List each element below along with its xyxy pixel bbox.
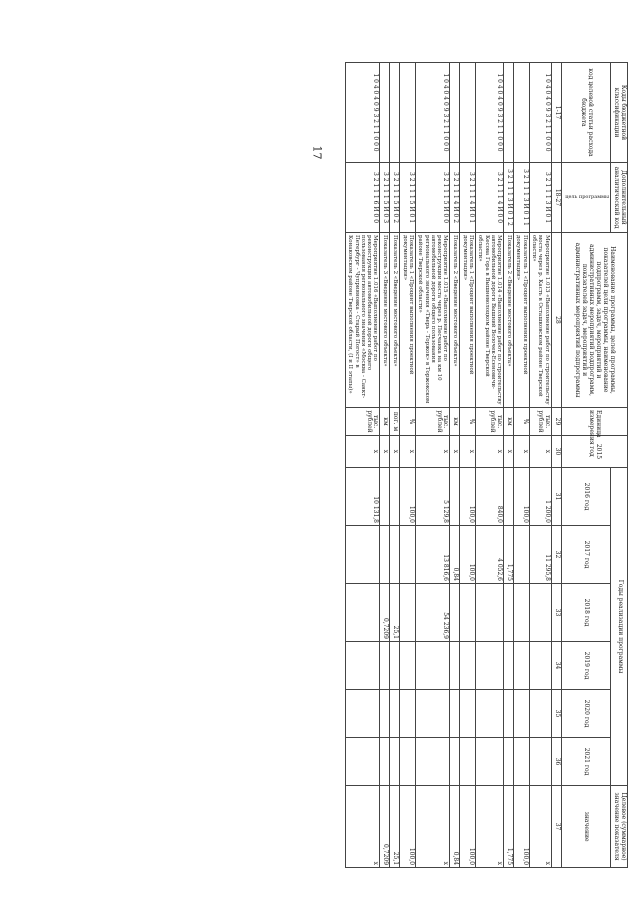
colnum: 30 bbox=[551, 436, 561, 468]
cell-v2021 bbox=[460, 738, 476, 786]
cell-name: Показатель 2 «Введение мостового объекта» bbox=[390, 233, 400, 408]
cell-v2016: 5 129,8 bbox=[415, 468, 450, 526]
cell-name: Мероприятие 1.016 «Выполнение работ по реконструкции автомобильной дороги общего пользования регионального значения «Москва - Санкт-Петербург - Чуприяновка - Старый Погост» в Конаковском районе Тверской области, (I и II этапы)» bbox=[345, 233, 380, 408]
cell-name: Показатель 2 «Введение мостового объекта» bbox=[504, 233, 514, 408]
cell-v2016: 840,0 bbox=[475, 468, 503, 526]
cell-name: Мероприятие 1.015 «Выполнение работ по реконструкции моста через р. Песчанка на км 10 автомобильной дороги общего пользования регионального значения «Тверь - Торжок» в Торжокском районе Тверской области» bbox=[415, 233, 450, 408]
cell-codes bbox=[504, 63, 514, 163]
cell-base: х bbox=[380, 436, 390, 468]
header-base-year: 2015 год bbox=[561, 436, 627, 468]
cell-v2017: 4 052,6 bbox=[475, 526, 503, 584]
cell-an: 3 2 1 1 1 3 И 0 1 bbox=[529, 163, 551, 233]
cell-v2016 bbox=[504, 468, 514, 526]
cell-v2019 bbox=[504, 642, 514, 690]
cell-unit: % bbox=[400, 408, 416, 436]
cell-v2020 bbox=[380, 690, 390, 738]
cell-v2020 bbox=[400, 690, 416, 738]
cell-v2017: 100,0 bbox=[460, 526, 476, 584]
cell-an: 3 2 1 1 1 5 И 0 2 bbox=[390, 163, 400, 233]
cell-target: 25,1 bbox=[390, 786, 400, 868]
colnum: 34 bbox=[551, 642, 561, 690]
cell-v2016 bbox=[450, 468, 460, 526]
cell-v2019 bbox=[400, 642, 416, 690]
cell-v2017 bbox=[345, 526, 380, 584]
cell-v2020 bbox=[415, 690, 450, 738]
cell-name: Мероприятие 1.014 «Выполнение работ по строительству автомобильной дороги Вышний Волочек-Есеновичи-Кесова Гора в Вышневолоцком районе Тверской области» bbox=[475, 233, 503, 408]
cell-name: Показатель 3 «Введение мостового объекта» bbox=[380, 233, 390, 408]
document-sheet bbox=[95, 62, 628, 867]
cell-v2020 bbox=[514, 690, 530, 738]
cell-unit: км bbox=[380, 408, 390, 436]
cell-v2020 bbox=[390, 690, 400, 738]
cell-v2020 bbox=[460, 690, 476, 738]
cell-target: х bbox=[475, 786, 503, 868]
cell-v2017 bbox=[514, 526, 530, 584]
cell-an: 3 2 1 1 1 3 И 0 1 1 bbox=[514, 163, 530, 233]
colnum: 37 bbox=[551, 786, 561, 868]
header-target: Целевое (суммарное) значение показателя bbox=[611, 786, 628, 868]
header-target-value: значение bbox=[561, 786, 611, 868]
colnum: 36 bbox=[551, 738, 561, 786]
cell-unit: пог. м bbox=[390, 408, 400, 436]
table-row bbox=[415, 63, 450, 868]
colnum: 32 bbox=[551, 526, 561, 584]
cell-an: 3 2 1 1 1 5 И 0 3 bbox=[380, 163, 390, 233]
cell-codes bbox=[514, 63, 530, 163]
cell-v2016 bbox=[390, 468, 400, 526]
header-name: Наименование программы, целей программы, показателей цели программы, наименование подпрограмм, задач, мероприятий и административных мероприятий подпрограмм, показателей задач, мероприятий и административных мероприятий подпрограммы bbox=[561, 233, 627, 408]
cell-v2019 bbox=[450, 642, 460, 690]
program-table bbox=[345, 62, 628, 868]
cell-v2017: 13 816,6 bbox=[415, 526, 450, 584]
cell-v2018 bbox=[475, 584, 503, 642]
cell-unit: км bbox=[504, 408, 514, 436]
cell-codes bbox=[380, 63, 390, 163]
cell-base: х bbox=[529, 436, 551, 468]
cell-target: 0,7209 bbox=[380, 786, 390, 868]
cell-unit: % bbox=[514, 408, 530, 436]
cell-v2021 bbox=[504, 738, 514, 786]
cell-v2019 bbox=[345, 642, 380, 690]
table-row bbox=[345, 63, 380, 868]
cell-target: 0,84 bbox=[450, 786, 460, 868]
cell-v2018: 25,1 bbox=[390, 584, 400, 642]
colnum: 28 bbox=[551, 233, 561, 408]
cell-v2020 bbox=[529, 690, 551, 738]
cell-name: Показатель 1 «Процент выполнения проектной документации» bbox=[514, 233, 530, 408]
header-year-2016: 2016 год bbox=[561, 468, 611, 526]
cell-target: х bbox=[345, 786, 380, 868]
colnum: 1-17 bbox=[551, 63, 561, 163]
table-row bbox=[390, 63, 400, 868]
cell-v2018: 54 236,9 bbox=[415, 584, 450, 642]
cell-an: 3 2 1 1 1 5 И 0 1 bbox=[400, 163, 416, 233]
cell-base: х bbox=[345, 436, 380, 468]
cell-v2017: 11 295,8 bbox=[529, 526, 551, 584]
cell-v2021 bbox=[475, 738, 503, 786]
table-row bbox=[400, 63, 416, 868]
header-year-2018: 2018 год bbox=[561, 584, 611, 642]
cell-base: х bbox=[475, 436, 503, 468]
header-unit: Единица измерения bbox=[561, 408, 627, 436]
cell-v2019 bbox=[460, 642, 476, 690]
cell-v2016: 100,0 bbox=[400, 468, 416, 526]
cell-base: х bbox=[415, 436, 450, 468]
table-row bbox=[504, 63, 514, 868]
cell-base: х bbox=[514, 436, 530, 468]
cell-an: 3 2 1 1 1 4 И 0 0 bbox=[475, 163, 503, 233]
header-budget-codes: Коды бюджетной классификации bbox=[611, 63, 628, 163]
table-row bbox=[380, 63, 390, 868]
cell-v2017: 0,84 bbox=[450, 526, 460, 584]
cell-target: 100,0 bbox=[514, 786, 530, 868]
cell-codes: 1 0 4 0 4 0 9 3 2 1 1 0 0 0 bbox=[415, 63, 450, 163]
header-year-2020: 2020 год bbox=[561, 690, 611, 738]
cell-v2018: 0,7209 bbox=[380, 584, 390, 642]
cell-v2017: 1,775 bbox=[504, 526, 514, 584]
cell-v2016: 100,0 bbox=[460, 468, 476, 526]
cell-v2017 bbox=[390, 526, 400, 584]
colnum: 35 bbox=[551, 690, 561, 738]
cell-v2016 bbox=[380, 468, 390, 526]
cell-v2020 bbox=[475, 690, 503, 738]
cell-target: х bbox=[529, 786, 551, 868]
cell-target: 100,0 bbox=[460, 786, 476, 868]
cell-v2019 bbox=[390, 642, 400, 690]
cell-base: х bbox=[450, 436, 460, 468]
colnum: 18-27 bbox=[551, 163, 561, 233]
cell-v2019 bbox=[475, 642, 503, 690]
cell-codes bbox=[390, 63, 400, 163]
table-row bbox=[450, 63, 460, 868]
cell-v2016: 1 200,0 bbox=[529, 468, 551, 526]
page-number: 17 bbox=[310, 145, 324, 160]
header-year-2017: 2017 год bbox=[561, 526, 611, 584]
cell-name: Мероприятие 1.013 «Выполнение работ по строительству моста через р. Касть в Осташковском районе Тверской области» bbox=[529, 233, 551, 408]
cell-v2021 bbox=[345, 738, 380, 786]
cell-base: х bbox=[400, 436, 416, 468]
cell-target: 100,0 bbox=[400, 786, 416, 868]
cell-v2021 bbox=[450, 738, 460, 786]
header-analytic-codes: Дополнительный аналитический код bbox=[611, 163, 628, 233]
cell-v2019 bbox=[380, 642, 390, 690]
cell-name: Показатель 2 «Введение мостового объекта» bbox=[450, 233, 460, 408]
cell-an: 3 2 1 1 1 6 И 0 0 bbox=[345, 163, 380, 233]
cell-v2021 bbox=[415, 738, 450, 786]
cell-v2018 bbox=[504, 584, 514, 642]
cell-v2020 bbox=[345, 690, 380, 738]
cell-v2016: 10 131,8 bbox=[345, 468, 380, 526]
header-analytic-sub: цель программы bbox=[561, 163, 611, 233]
cell-unit: тыс. рублей bbox=[529, 408, 551, 436]
rotated-page bbox=[95, 62, 628, 867]
cell-unit: тыс. рублей bbox=[345, 408, 380, 436]
cell-v2021 bbox=[514, 738, 530, 786]
cell-codes: 1 0 4 0 4 0 9 3 2 1 1 0 0 0 bbox=[529, 63, 551, 163]
header-periods: Годы реализации программы bbox=[611, 468, 628, 786]
table-row bbox=[460, 63, 476, 868]
cell-v2017 bbox=[380, 526, 390, 584]
cell-v2017 bbox=[400, 526, 416, 584]
cell-v2018 bbox=[460, 584, 476, 642]
cell-codes bbox=[400, 63, 416, 163]
table-row bbox=[529, 63, 551, 868]
cell-codes bbox=[460, 63, 476, 163]
cell-v2021 bbox=[380, 738, 390, 786]
cell-unit: км bbox=[450, 408, 460, 436]
cell-v2021 bbox=[390, 738, 400, 786]
cell-v2018 bbox=[400, 584, 416, 642]
colnum: 29 bbox=[551, 408, 561, 436]
cell-target: х bbox=[415, 786, 450, 868]
cell-v2018 bbox=[345, 584, 380, 642]
cell-name: Показатель 1 «Процент выполнения проектной документации» bbox=[400, 233, 416, 408]
cell-v2020 bbox=[450, 690, 460, 738]
cell-base: х bbox=[390, 436, 400, 468]
colnum: 33 bbox=[551, 584, 561, 642]
header-year-2021: 2021 год bbox=[561, 738, 611, 786]
header-year-2019: 2019 год bbox=[561, 642, 611, 690]
cell-base: х bbox=[460, 436, 476, 468]
cell-an: 3 2 1 1 1 4 И 0 2 bbox=[450, 163, 460, 233]
header-budget-sub: код целевой статьи расхода бюджета bbox=[561, 63, 611, 163]
table-row bbox=[514, 63, 530, 868]
cell-v2019 bbox=[529, 642, 551, 690]
cell-unit: тыс. рублей bbox=[415, 408, 450, 436]
cell-v2018 bbox=[529, 584, 551, 642]
cell-unit: тыс. рублей bbox=[475, 408, 503, 436]
cell-v2021 bbox=[529, 738, 551, 786]
cell-target: 1,775 bbox=[504, 786, 514, 868]
cell-an: 3 2 1 1 1 4 И 0 1 bbox=[460, 163, 476, 233]
cell-an: 3 2 1 1 1 5 И 0 0 bbox=[415, 163, 450, 233]
cell-v2020 bbox=[504, 690, 514, 738]
cell-v2018 bbox=[450, 584, 460, 642]
cell-codes: 1 0 4 0 4 0 9 3 2 1 1 0 0 0 bbox=[345, 63, 380, 163]
cell-v2021 bbox=[400, 738, 416, 786]
table-row bbox=[475, 63, 503, 868]
cell-an: 3 2 1 1 1 3 И 0 1 2 bbox=[504, 163, 514, 233]
colnum: 31 bbox=[551, 468, 561, 526]
cell-unit: % bbox=[460, 408, 476, 436]
cell-v2018 bbox=[514, 584, 530, 642]
cell-base: х bbox=[504, 436, 514, 468]
cell-name: Показатель 1 «Процент выполнения проектной документации» bbox=[460, 233, 476, 408]
cell-v2019 bbox=[415, 642, 450, 690]
cell-codes: 1 0 4 0 4 0 9 3 2 1 1 0 0 0 bbox=[475, 63, 503, 163]
cell-v2016: 100,0 bbox=[514, 468, 530, 526]
cell-v2019 bbox=[514, 642, 530, 690]
cell-codes bbox=[450, 63, 460, 163]
